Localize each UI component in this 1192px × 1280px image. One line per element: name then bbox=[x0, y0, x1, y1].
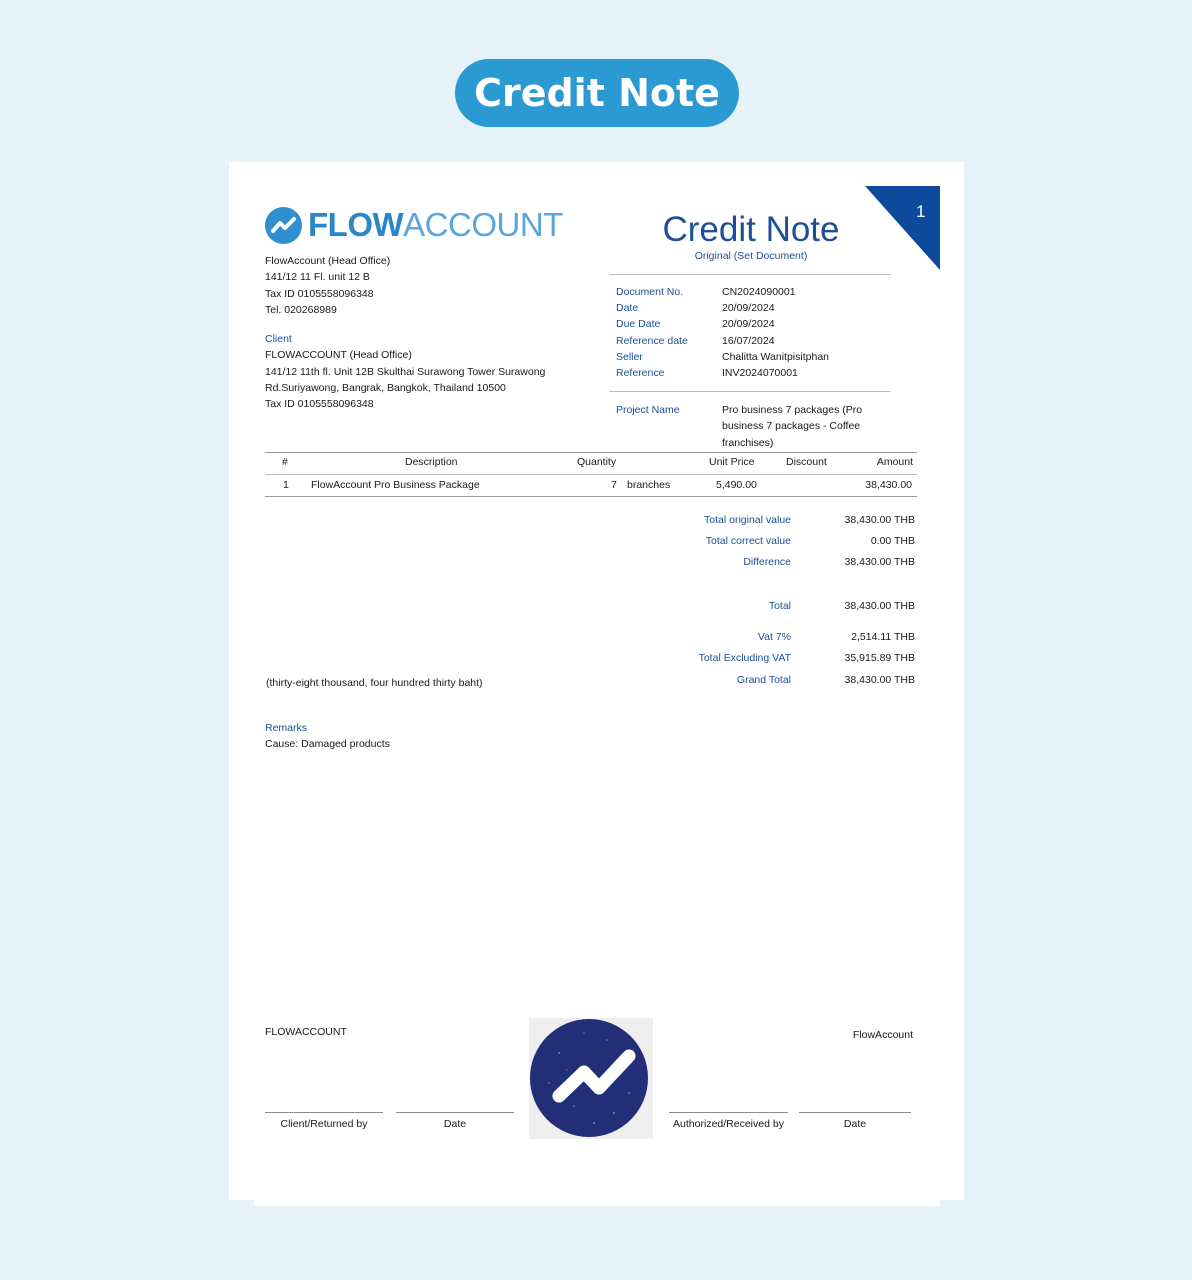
client-date-line bbox=[396, 1112, 514, 1113]
authorized-signature-line bbox=[669, 1112, 788, 1113]
document-title: Credit Note bbox=[662, 210, 840, 249]
company-logo-text: FLOWACCOUNT bbox=[308, 206, 563, 243]
signature-left-company: FLOWACCOUNT bbox=[265, 1026, 347, 1038]
col-no: # bbox=[282, 456, 288, 468]
col-quantity: Quantity bbox=[577, 456, 617, 468]
meta-row bbox=[616, 367, 896, 383]
remarks-section bbox=[265, 720, 390, 753]
company-address: 141/12 11 Fl. unit 12 B bbox=[265, 271, 370, 284]
total-correct-label: Total correct value bbox=[705, 535, 791, 547]
client-signature-line bbox=[265, 1112, 383, 1113]
company-tax-id: Tax ID 0105558096348 bbox=[265, 287, 374, 300]
project-key: Project Name bbox=[616, 404, 680, 416]
meta-value: CN2024090001 bbox=[722, 286, 796, 298]
meta-row bbox=[616, 351, 896, 367]
total-original-value: 38,430.00 THB bbox=[844, 514, 915, 526]
page-number: 1 bbox=[916, 202, 926, 221]
table-header bbox=[265, 456, 917, 472]
meta-value: 16/07/2024 bbox=[722, 335, 775, 347]
grand-total-label: Grand Total bbox=[736, 674, 791, 686]
signature-right-company: FlowAccount bbox=[852, 1029, 913, 1041]
vat-value: 2,514.11 THB bbox=[851, 631, 915, 643]
credit-note-document bbox=[229, 162, 964, 1200]
total-excluding-vat-label: Total Excluding VAT bbox=[698, 652, 791, 664]
company-info bbox=[265, 253, 390, 318]
company-stamp-icon bbox=[529, 1018, 653, 1139]
page-corner-flag bbox=[865, 186, 940, 270]
table-top-line bbox=[265, 452, 917, 453]
total-value: 38,430.00 THB bbox=[844, 600, 915, 612]
meta-divider-top bbox=[609, 274, 891, 275]
amount-in-words: (thirty-eight thousand, four hundred thirty baht) bbox=[266, 677, 483, 689]
difference-label: Difference bbox=[743, 556, 791, 568]
meta-value: Chalitta Wanitpisitphan bbox=[722, 351, 829, 363]
total-label: Total bbox=[768, 600, 791, 612]
total-excluding-vat-value: 35,915.89 THB bbox=[844, 652, 915, 664]
client-name: FLOWACCOUNT (Head Office) bbox=[265, 349, 412, 362]
flowaccount-logo-icon bbox=[265, 207, 302, 244]
authorized-date-label: Date bbox=[843, 1118, 867, 1130]
table-header-line bbox=[265, 474, 917, 475]
row-amount: 38,430.00 bbox=[865, 479, 912, 491]
client-address-line1: 141/12 11th fl. Unit 12B Skulthai Surawong Tower Surawong bbox=[265, 365, 546, 378]
company-stamp bbox=[529, 1018, 653, 1139]
meta-key: Date bbox=[616, 302, 639, 314]
total-original-label: Total original value bbox=[704, 514, 791, 526]
total-correct-value: 0.00 THB bbox=[870, 535, 915, 547]
meta-key: Reference bbox=[616, 367, 665, 379]
company-tel: Tel. 020268989 bbox=[265, 303, 337, 316]
project-value: Pro business 7 packages (Pro business 7 packages - Coffee franchises) bbox=[722, 404, 863, 449]
client-tax-id: Tax ID 0105558096348 bbox=[265, 398, 374, 411]
grand-total-value: 38,430.00 THB bbox=[844, 674, 915, 686]
col-discount: Discount bbox=[786, 456, 827, 468]
col-description: Description bbox=[405, 456, 458, 468]
col-amount: Amount bbox=[876, 456, 913, 468]
row-quantity: 7 bbox=[611, 479, 617, 491]
authorized-received-by-label: Authorized/Received by bbox=[673, 1118, 784, 1130]
remarks-text: Cause: Damaged products bbox=[265, 738, 390, 751]
authorized-date-line bbox=[799, 1112, 911, 1113]
row-unit: branches bbox=[627, 479, 671, 491]
client-date-label: Date bbox=[443, 1118, 467, 1130]
row-no: 1 bbox=[283, 479, 289, 491]
row-description: FlowAccount Pro Business Package bbox=[311, 479, 480, 491]
credit-note-banner: Credit Note bbox=[455, 59, 739, 127]
vat-label: Vat 7% bbox=[757, 631, 791, 643]
company-name: FlowAccount (Head Office) bbox=[265, 255, 391, 267]
meta-row bbox=[616, 286, 896, 302]
row-unit-price: 5,490.00 bbox=[716, 479, 757, 491]
meta-row bbox=[616, 318, 896, 334]
document-subtitle: Original (Set Document) bbox=[694, 250, 808, 262]
difference-value: 38,430.00 THB bbox=[844, 556, 915, 568]
meta-key: Due Date bbox=[616, 318, 661, 330]
meta-divider-bottom bbox=[609, 391, 891, 392]
meta-value: 20/09/2024 bbox=[722, 318, 775, 330]
meta-row bbox=[616, 302, 896, 318]
client-heading: Client bbox=[265, 333, 292, 345]
table-bottom-line bbox=[265, 496, 917, 497]
remarks-heading: Remarks bbox=[265, 722, 308, 734]
table-row bbox=[265, 479, 917, 495]
client-info bbox=[265, 331, 545, 412]
client-returned-by-label: Client/Returned by bbox=[280, 1118, 368, 1130]
meta-row bbox=[616, 335, 896, 351]
meta-value: INV2024070001 bbox=[722, 367, 798, 379]
meta-key: Document No. bbox=[616, 286, 684, 298]
meta-key: Seller bbox=[616, 351, 643, 363]
meta-key: Reference date bbox=[616, 335, 688, 347]
meta-value: 20/09/2024 bbox=[722, 302, 775, 314]
col-unit-price: Unit Price bbox=[709, 456, 755, 468]
client-address-line2: Rd.Suriyawong, Bangrak, Bangkok, Thailand 10500 bbox=[265, 381, 506, 394]
